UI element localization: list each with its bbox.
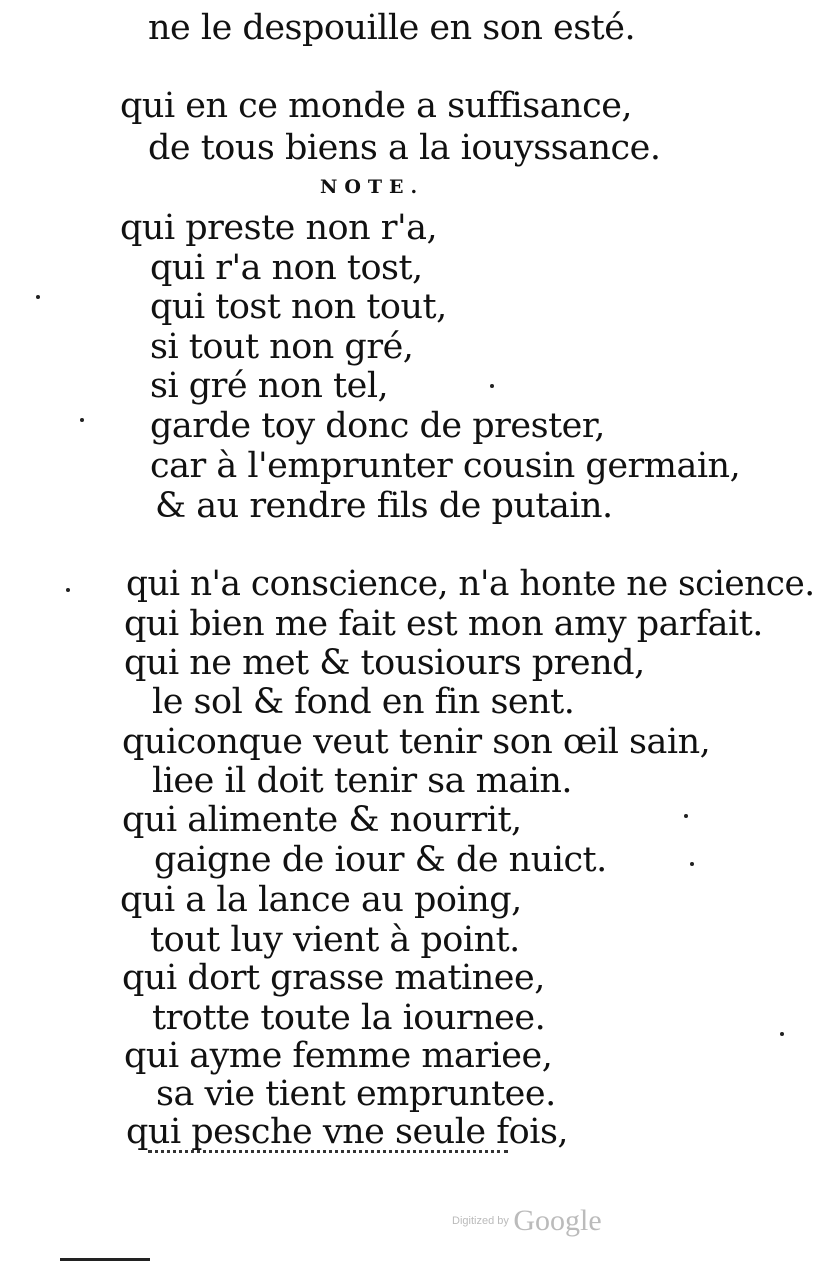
scan-edge-bar — [60, 1258, 150, 1261]
text-line: & au rendre fils de putain. — [155, 486, 613, 526]
text-line: liee il doit tenir sa main. — [152, 761, 573, 801]
text-line: ne le despouille en son esté. — [148, 8, 636, 48]
text-line: sa vie tient empruntee. — [156, 1074, 556, 1114]
scan-speck — [66, 588, 70, 592]
text-line: qui preste non r'a, — [120, 208, 438, 248]
text-line: qui ne met & tousiours prend, — [124, 643, 645, 683]
text-line: le sol & fond en fin sent. — [152, 682, 575, 722]
text-line: si tout non gré, — [150, 327, 414, 367]
text-line: qui alimente & nourrit, — [122, 800, 522, 840]
google-logo: Google — [513, 1204, 602, 1237]
text-line: qui ayme femme mariee, — [124, 1036, 553, 1076]
section-heading: NOTE. — [320, 176, 425, 198]
text-line: de tous biens a la iouyssance. — [148, 128, 661, 168]
text-line: garde toy donc de prester, — [150, 406, 605, 446]
text-line: tout luy vient à point. — [150, 920, 520, 960]
text-line: qui pesche vne seule fois, — [126, 1112, 569, 1152]
scan-noise-dots — [148, 1150, 508, 1157]
text-line: quiconque veut tenir son œil sain, — [122, 722, 711, 762]
scan-speck — [684, 814, 688, 818]
text-line: qui en ce monde a suffisance, — [120, 86, 633, 126]
text-line: qui n'a conscience, n'a honte ne science. — [126, 564, 815, 604]
digitization-watermark: Digitized by Google — [452, 1204, 602, 1237]
text-line: qui r'a non tost, — [150, 248, 423, 288]
scan-speck — [780, 1032, 784, 1036]
text-line: si gré non tel, — [150, 366, 389, 406]
scan-speck — [690, 862, 694, 866]
text-line: qui bien me fait est mon amy parfait. — [124, 604, 763, 644]
text-line: gaigne de iour & de nuict. — [154, 840, 607, 880]
scan-speck — [36, 295, 40, 299]
text-line: car à l'emprunter cousin germain, — [150, 446, 741, 486]
text-line: qui tost non tout, — [150, 287, 447, 327]
text-line: trotte toute la iournee. — [152, 998, 546, 1038]
scan-speck — [490, 384, 494, 388]
scan-speck — [80, 418, 84, 422]
text-line: qui a la lance au poing, — [120, 880, 522, 920]
text-line: qui dort grasse matinee, — [122, 958, 545, 998]
